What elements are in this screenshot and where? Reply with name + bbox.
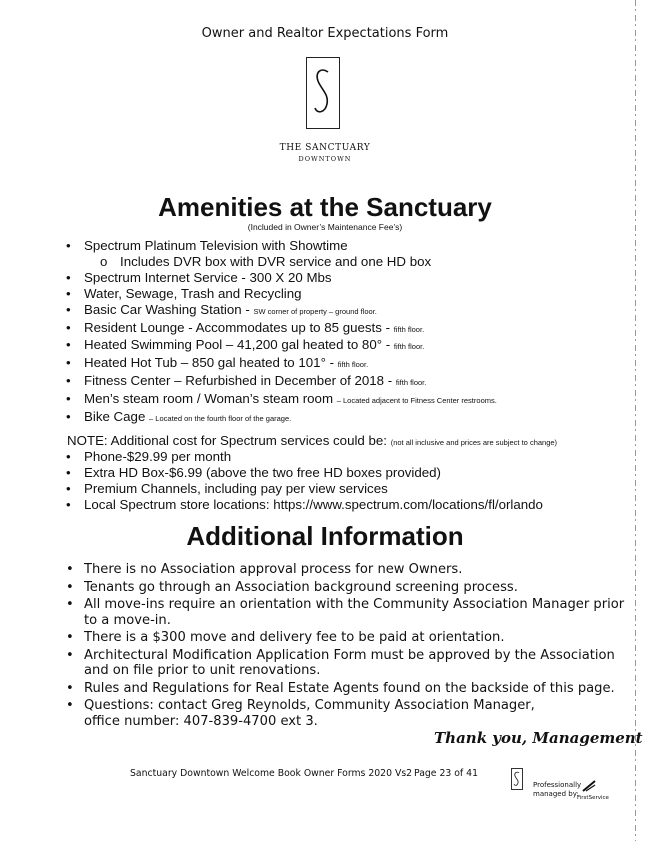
amenities-subtitle: (Included in Owner’s Maintenance Fee’s): [247, 222, 403, 232]
bullet-icon: •: [66, 630, 74, 645]
list-item: • Resident Lounge - Accommodates up to 85 guests - fifth floor.: [66, 319, 425, 335]
bullet-icon: •: [66, 285, 71, 301]
bullet-icon: •: [66, 238, 71, 253]
amenities-list: [62, 238, 497, 427]
footer-document-name: Sanctuary Downtown Welcome Book Owner Forms 2020 Vs2: [130, 768, 413, 779]
list-item: • Rules and Regulations for Real Estate Agents found on the backside of this page.: [66, 680, 615, 696]
bullet-icon: •: [66, 373, 71, 389]
bullet-icon: •: [66, 355, 71, 371]
firstservice-logo-icon: [582, 780, 596, 792]
logo-subname: DOWNTOWN: [298, 155, 352, 163]
footer-sanctuary-logo: [511, 768, 523, 790]
bullet-icon: •: [66, 337, 71, 353]
additional-info-heading: Additional Information: [186, 521, 464, 551]
bullet-icon: •: [66, 409, 71, 425]
scan-edge-line: [634, 0, 637, 841]
list-item: • There is a $300 move and delivery fee to be paid at orientation.: [66, 630, 505, 645]
list-item: • Premium Channels, including pay per view services: [66, 480, 388, 496]
additional-info-list: [62, 562, 624, 731]
list-item: • Heated Hot Tub – 850 gal heated to 101° - fifth floor.: [66, 355, 369, 371]
spectrum-note: NOTE: Additional cost for Spectrum services could be: (not all inclusive and prices are subject to change): [67, 433, 558, 448]
list-item: • Heated Swimming Pool – 41,200 gal heated to 80° - fifth floor.: [66, 337, 425, 353]
closing-signature: Thank you, Management: [434, 729, 643, 747]
list-item: • All move-ins require an orientation with the Community Association Manager prior to a move-in.: [66, 597, 625, 628]
bullet-icon: •: [66, 319, 71, 335]
list-item: • Spectrum Platinum Television with Showtime: [66, 238, 348, 253]
list-item: • Phone-$29.99 per month: [66, 449, 232, 464]
bullet-icon: •: [66, 698, 74, 713]
bullet-icon: •: [66, 579, 74, 595]
list-item: • Water, Sewage, Trash and Recycling: [66, 285, 302, 301]
form-title: Owner and Realtor Expectations Form: [201, 26, 449, 41]
list-item: • Architectural Modification Application Form must be approved by the Association and on file prior to unit renovations.: [66, 647, 615, 678]
bullet-icon: •: [66, 301, 71, 317]
bullet-icon: •: [66, 647, 74, 663]
firstservice-label: FirstService: [577, 795, 609, 801]
circle-bullet-icon: o: [100, 253, 108, 269]
list-item: • There is no Association approval process for new Owners.: [66, 562, 463, 577]
sub-list-item: o Includes DVR box with DVR service and one HD box: [100, 253, 432, 269]
list-item: • Tenants go through an Association background screening process.: [66, 579, 518, 595]
bullet-icon: •: [66, 562, 74, 577]
bullet-icon: •: [66, 391, 71, 407]
s-monogram-icon: [307, 58, 338, 127]
logo-name: THE SANCTUARY: [279, 143, 371, 153]
bullet-icon: •: [66, 480, 71, 496]
bullet-icon: •: [66, 449, 71, 464]
list-item: • Men’s steam room / Woman’s steam room – Located adjacent to Fitness Center restrooms.: [66, 391, 497, 407]
bullet-icon: •: [66, 597, 74, 612]
list-item: • Extra HD Box-$6.99 (above the two free HD boxes provided): [66, 464, 441, 480]
list-item: • Fitness Center – Refurbished in December of 2018 - fifth floor.: [66, 373, 427, 389]
bullet-icon: •: [66, 680, 74, 696]
list-item: • Bike Cage – Located on the fourth floor of the garage.: [66, 409, 292, 425]
s-monogram-icon: [512, 769, 522, 789]
managed-by-label: Professionally managed by:: [533, 781, 582, 798]
bullet-icon: •: [66, 269, 71, 285]
sanctuary-logo: [306, 57, 340, 129]
list-item: • Local Spectrum store locations: https://www.spectrum.com/locations/fl/orlando: [66, 496, 543, 512]
list-item: • Basic Car Washing Station - SW corner of property – ground floor.: [66, 301, 377, 317]
list-item: • Questions: contact Greg Reynolds, Community Association Manager, office number: 407-839-4700 ext 3.: [66, 698, 535, 729]
list-item: • Spectrum Internet Service - 300 X 20 Mbs: [66, 269, 332, 285]
spectrum-cost-list: [62, 449, 543, 513]
bullet-icon: •: [66, 496, 71, 512]
amenities-heading: Amenities at the Sanctuary: [158, 192, 492, 222]
bullet-icon: •: [66, 464, 71, 480]
footer-page-number: Page 23 of 41: [414, 768, 478, 779]
